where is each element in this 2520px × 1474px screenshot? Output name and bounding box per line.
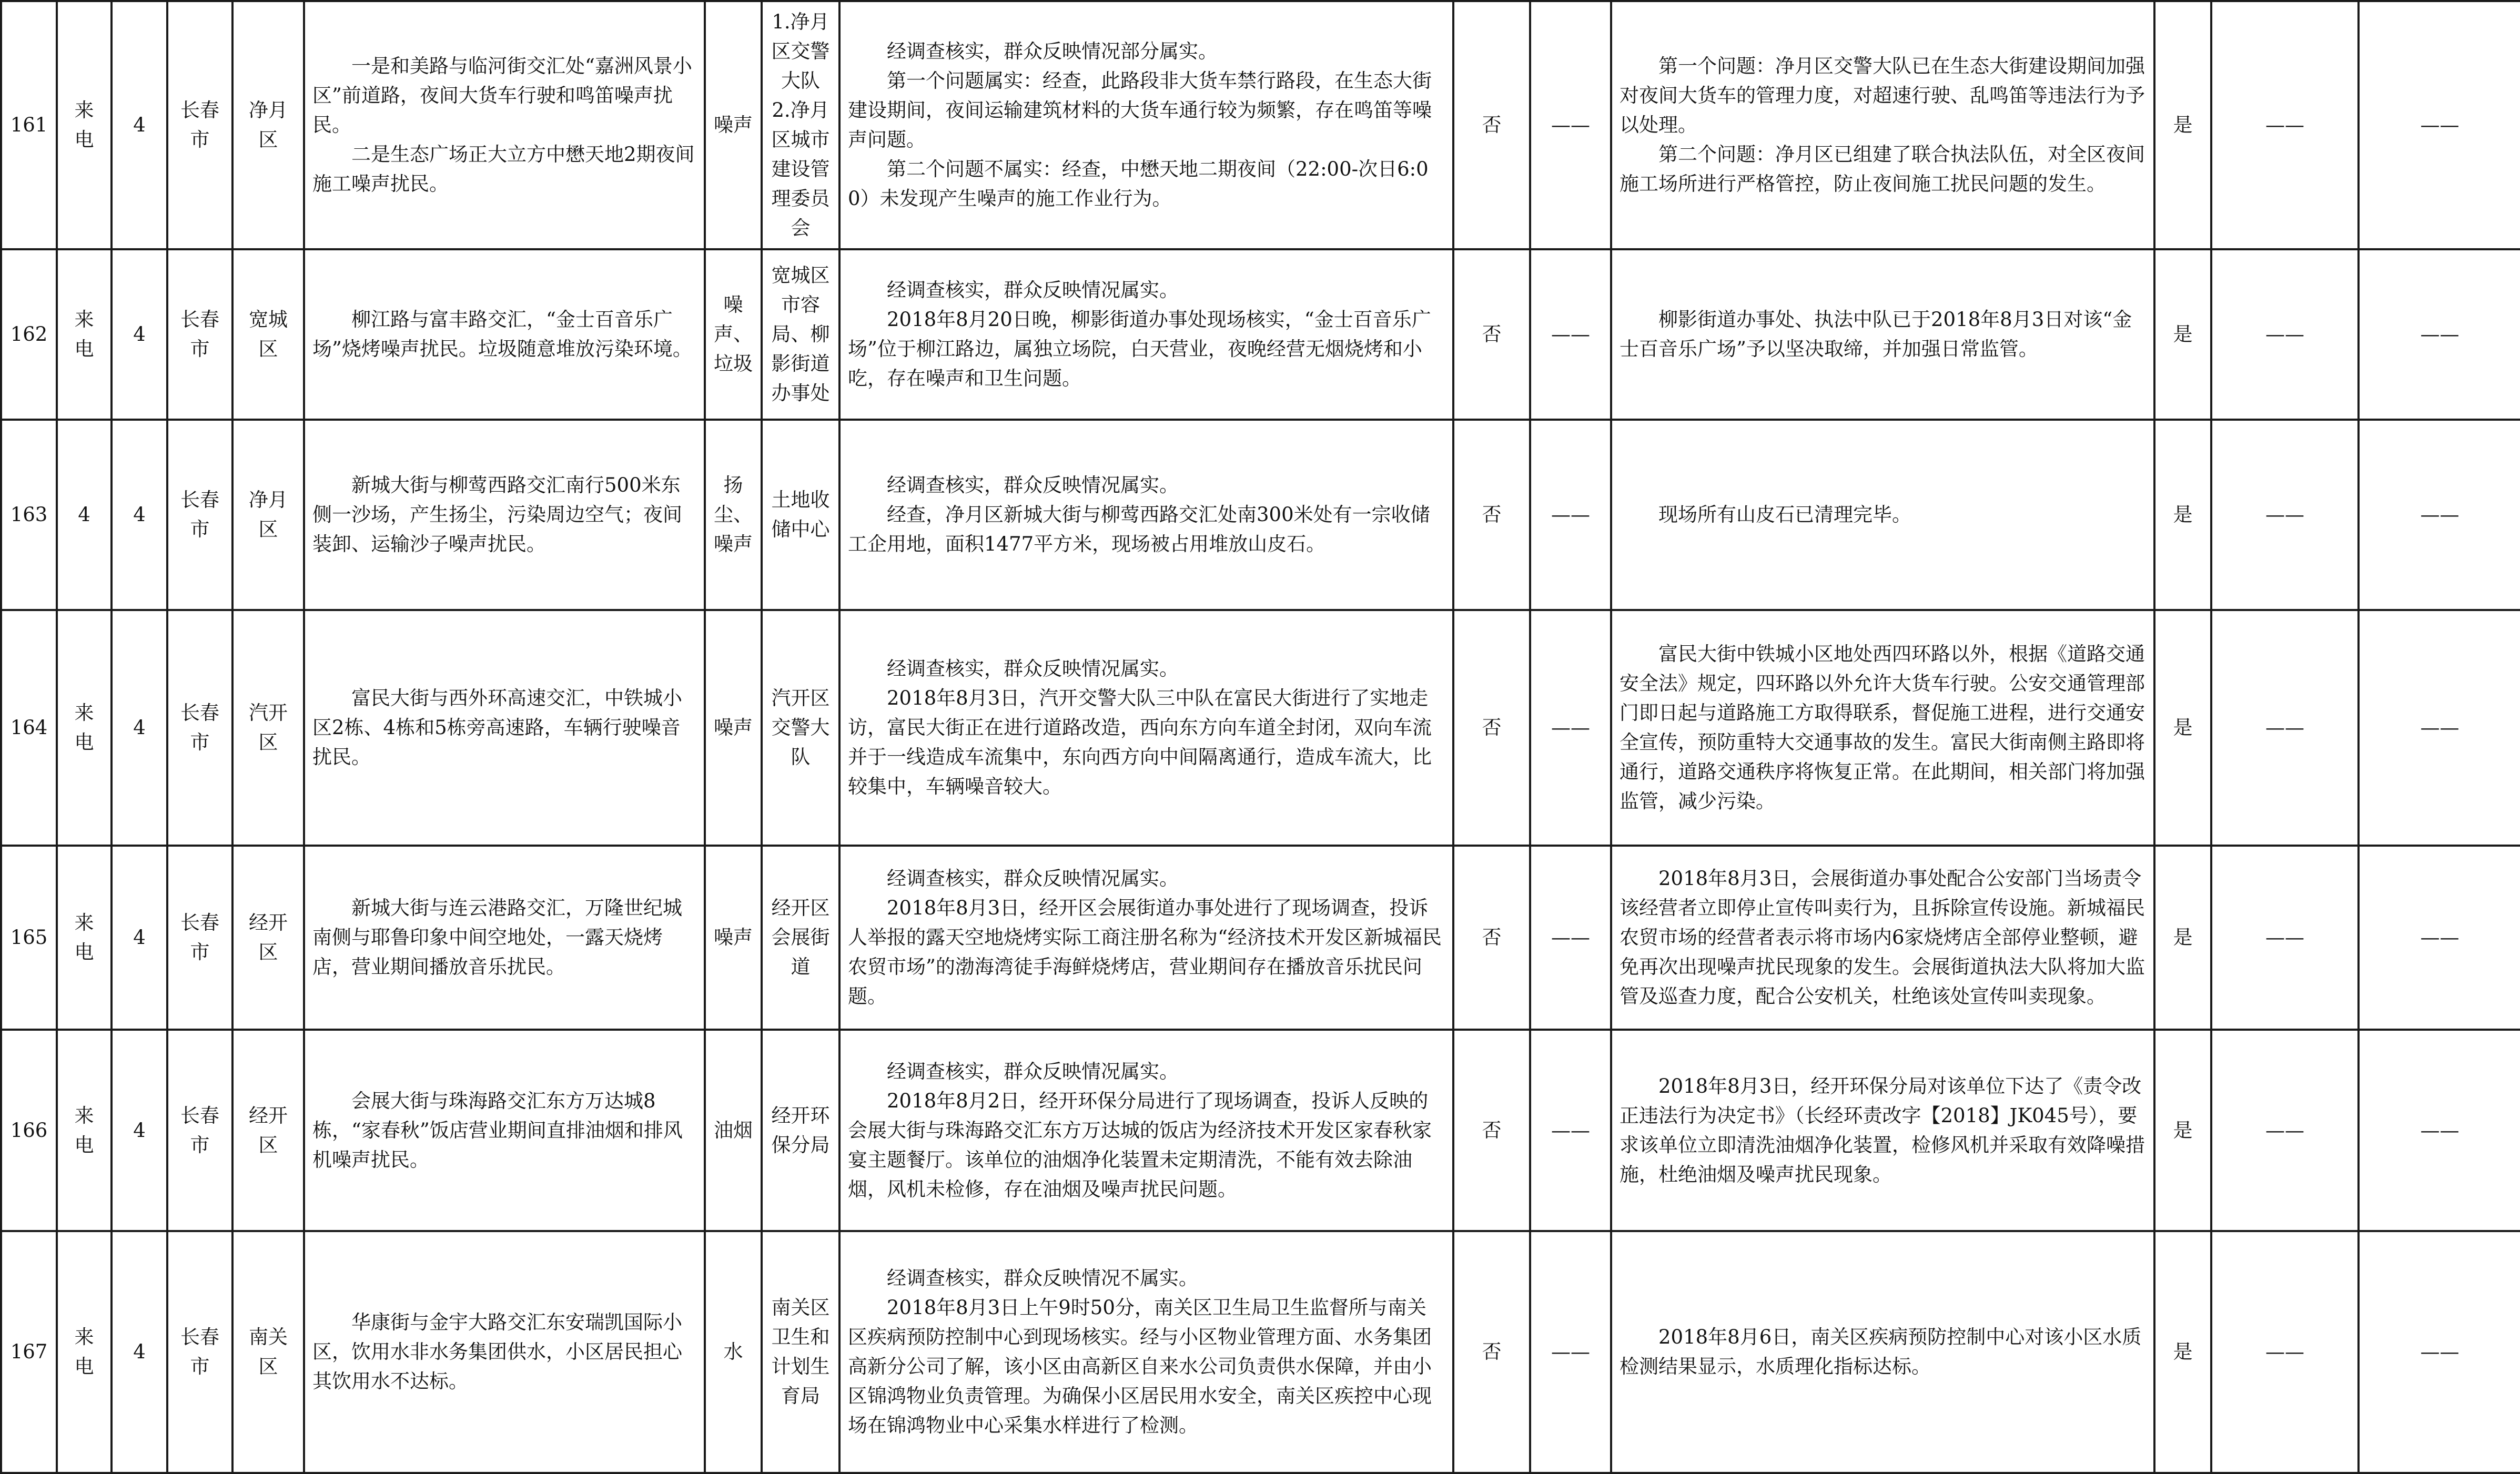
department-line: 经开环保分局 xyxy=(771,1104,830,1156)
cell-dash-b: —— xyxy=(2211,610,2359,846)
cell-pollution-type: 噪声 xyxy=(705,1,762,249)
cell-department xyxy=(762,610,839,846)
cell-department xyxy=(762,1,839,249)
cell-level: 4 xyxy=(112,249,167,420)
cell-level: 4 xyxy=(112,1231,167,1473)
cell-source: 来电 xyxy=(57,610,112,846)
paragraph: 华康街与金宇大路交汇东安瑞凯国际小区，饮用水非水务集团供水，小区居民担心其饮用水不达标。 xyxy=(312,1311,682,1392)
paragraph: 经查，净月区新城大街与柳莺西路交汇处南300米处有一宗收储工企用地，面积1477平方米，现场被占用堆放山皮石。 xyxy=(848,503,1430,555)
cell-dash-c: —— xyxy=(2359,846,2520,1030)
cell-level: 4 xyxy=(112,420,167,610)
cell-city: 长春市 xyxy=(167,420,232,610)
cell-district: 经开区 xyxy=(232,846,304,1030)
cell-district: 净月区 xyxy=(232,1,304,249)
cell-case-number: 164 xyxy=(1,610,57,846)
cell-department xyxy=(762,846,839,1030)
cell-complaint xyxy=(304,249,705,420)
cell-level: 4 xyxy=(112,610,167,846)
cell-department xyxy=(762,249,839,420)
cell-completed: 是 xyxy=(2154,249,2211,420)
cell-city: 长春市 xyxy=(167,249,232,420)
cell-city: 长春市 xyxy=(167,1,232,249)
cell-dash-b: —— xyxy=(2211,420,2359,610)
cell-completed: 是 xyxy=(2154,610,2211,846)
paragraph: 经调查核实，群众反映情况属实。 xyxy=(887,279,1179,301)
cell-investigation xyxy=(839,1030,1453,1231)
cell-result xyxy=(1611,249,2154,420)
paragraph: 富民大街中铁城小区地处西四环路以外，根据《道路交通安全法》规定，四环路以外允许大货车行驶。公安交通管理部门即日起与道路施工方取得联系，督促施工进程，进行交通安全宣传，预防重特大交通事故的发生。富民大街南侧主路即将通行，道路交通秩序将恢复正常。在此期间，相关部门将加强监管，减少污染。 xyxy=(1620,643,2145,812)
paragraph: 2018年8月3日上午9时50分，南关区卫生局卫生监督所与南关区疾病预防控制中心到现场核实。经与小区物业管理方面、水务集团高新分公司了解，该小区由高新区自来水公司负责供水保障，并由小区锦鸿物业负责管理。为确保小区居民用水安全，南关区疾控中心现场在锦鸿物业中心采集水样进行了检测。 xyxy=(848,1296,1432,1437)
paragraph: 富民大街与西外环高速交汇，中铁城小区2栋、4栋和5栋旁高速路，车辆行驶噪音扰民。 xyxy=(312,687,682,768)
paragraph: 经调查核实，群众反映情况属实。 xyxy=(887,474,1179,496)
cell-dash-c: —— xyxy=(2359,610,2520,846)
paragraph: 第二个问题不属实：经查，中懋天地二期夜间（22:00-次日6:00）未发现产生噪声的施工作业行为。 xyxy=(848,158,1429,210)
cell-dash-a: —— xyxy=(1530,610,1611,846)
cell-dash-b: —— xyxy=(2211,846,2359,1030)
department-line: 宽城区市容局、柳影街道办事处 xyxy=(771,264,830,404)
cell-case-number: 165 xyxy=(1,846,57,1030)
cell-investigation xyxy=(839,1231,1453,1473)
paragraph: 2018年8月20日晚，柳影街道办事处现场核实，“金士百音乐广场”位于柳江路边，属独立场院，白天营业，夜晚经营无烟烧烤和小吃，存在噪声和卫生问题。 xyxy=(848,308,1431,390)
paragraph: 2018年8月3日，经开环保分局对该单位下达了《责令改正违法行为决定书》（长经环责改字【2018】JK045号），要求该单位立即清洗油烟净化装置，检修风机并采取有效降噪措施，杜绝油烟及噪声扰民现象。 xyxy=(1620,1074,2145,1186)
cell-dash-b: —— xyxy=(2211,1030,2359,1231)
cell-source: 来电 xyxy=(57,846,112,1030)
cell-department xyxy=(762,1231,839,1473)
paragraph: 新城大街与连云港路交汇，万隆世纪城南侧与耶鲁印象中间空地处，一露天烧烤店，营业期间播放音乐扰民。 xyxy=(312,897,682,978)
cell-accountability: 否 xyxy=(1453,610,1530,846)
cell-complaint xyxy=(304,420,705,610)
cell-completed: 是 xyxy=(2154,846,2211,1030)
cell-case-number: 162 xyxy=(1,249,57,420)
paragraph: 第一个问题属实：经查，此路段非大货车禁行路段，在生态大街建设期间，夜间运输建筑材料的大货车通行较为频繁，存在鸣笛等噪声问题。 xyxy=(848,69,1432,151)
cell-city: 长春市 xyxy=(167,1030,232,1231)
cell-district: 宽城区 xyxy=(232,249,304,420)
cell-source: 来电 xyxy=(57,249,112,420)
cell-case-number: 166 xyxy=(1,1030,57,1231)
cell-investigation xyxy=(839,249,1453,420)
cell-investigation xyxy=(839,846,1453,1030)
cell-city: 长春市 xyxy=(167,1231,232,1473)
cell-case-number: 167 xyxy=(1,1231,57,1473)
cell-dash-b: —— xyxy=(2211,1,2359,249)
department-line: 2.净月区城市建设管理委员会 xyxy=(771,99,830,239)
cell-pollution-type: 噪声 xyxy=(705,610,762,846)
cell-source: 4 xyxy=(57,420,112,610)
cell-pollution-type: 油烟 xyxy=(705,1030,762,1231)
cell-accountability: 否 xyxy=(1453,1231,1530,1473)
paragraph: 现场所有山皮石已清理完毕。 xyxy=(1658,503,1911,526)
table-row xyxy=(1,1,2520,249)
cell-pollution-type: 水 xyxy=(705,1231,762,1473)
paragraph: 经调查核实，群众反映情况部分属实。 xyxy=(887,40,1218,63)
paragraph: 柳影街道办事处、执法中队已于2018年8月3日对该“金士百音乐广场”予以坚决取缔，并加强日常监管。 xyxy=(1620,308,2132,360)
paragraph: 经调查核实，群众反映情况属实。 xyxy=(887,867,1179,890)
cell-result xyxy=(1611,1,2154,249)
cell-pollution-type: 扬尘、噪声 xyxy=(705,420,762,610)
department-line: 汽开区交警大队 xyxy=(771,687,830,768)
cell-dash-a: —— xyxy=(1530,1,1611,249)
cell-level: 4 xyxy=(112,846,167,1030)
paragraph: 经调查核实，群众反映情况不属实。 xyxy=(887,1267,1198,1289)
cell-dash-a: —— xyxy=(1530,846,1611,1030)
cell-source: 来电 xyxy=(57,1,112,249)
cell-accountability: 否 xyxy=(1453,1030,1530,1231)
cell-dash-b: —— xyxy=(2211,249,2359,420)
table-row xyxy=(1,249,2520,420)
cell-result xyxy=(1611,846,2154,1030)
paragraph: 二是生态广场正大立方中懋天地2期夜间施工噪声扰民。 xyxy=(312,143,695,195)
cell-city: 长春市 xyxy=(167,610,232,846)
paragraph: 新城大街与柳莺西路交汇南行500米东侧一沙场，产生扬尘，污染周边空气；夜间装卸、运输沙子噪声扰民。 xyxy=(312,474,682,555)
cell-dash-a: —— xyxy=(1530,420,1611,610)
cell-accountability: 否 xyxy=(1453,420,1530,610)
cell-accountability: 否 xyxy=(1453,1,1530,249)
department-line: 土地收储中心 xyxy=(771,489,830,541)
paragraph: 第二个问题：净月区已组建了联合执法队伍，对全区夜间施工场所进行严格管控，防止夜间施工扰民问题的发生。 xyxy=(1620,143,2145,195)
cell-completed: 是 xyxy=(2154,420,2211,610)
table-row xyxy=(1,610,2520,846)
table-row xyxy=(1,846,2520,1030)
cell-complaint xyxy=(304,610,705,846)
cell-level: 4 xyxy=(112,1030,167,1231)
cell-completed: 是 xyxy=(2154,1,2211,249)
cell-source: 来电 xyxy=(57,1030,112,1231)
paragraph: 经调查核实，群众反映情况属实。 xyxy=(887,657,1179,680)
cell-dash-c: —— xyxy=(2359,1030,2520,1231)
paragraph: 一是和美路与临河街交汇处“嘉洲风景小区”前道路，夜间大货车行驶和鸣笛噪声扰民。 xyxy=(312,55,692,136)
cell-dash-a: —— xyxy=(1530,249,1611,420)
cell-dash-a: —— xyxy=(1530,1030,1611,1231)
cell-investigation xyxy=(839,610,1453,846)
cell-accountability: 否 xyxy=(1453,249,1530,420)
cell-level: 4 xyxy=(112,1,167,249)
table-body xyxy=(1,1,2520,1473)
cell-case-number: 163 xyxy=(1,420,57,610)
cell-dash-a: —— xyxy=(1530,1231,1611,1473)
cell-result xyxy=(1611,420,2154,610)
paragraph: 柳江路与富丰路交汇，“金士百音乐广场”烧烤噪声扰民。垃圾随意堆放污染环境。 xyxy=(312,308,692,360)
cell-complaint xyxy=(304,1030,705,1231)
cell-accountability: 否 xyxy=(1453,846,1530,1030)
cell-district: 经开区 xyxy=(232,1030,304,1231)
cell-completed: 是 xyxy=(2154,1030,2211,1231)
paragraph: 经调查核实，群众反映情况属实。 xyxy=(887,1060,1179,1083)
paragraph: 2018年8月3日，汽开交警大队三中队在富民大街进行了实地走访，富民大街正在进行道路改造，西向东方向车道全封闭，双向车流并于一线造成车流集中，东向西方向中间隔离通行，造成车流大，比较集中，车辆噪音较大。 xyxy=(848,687,1432,798)
cell-result xyxy=(1611,1231,2154,1473)
cell-district: 汽开区 xyxy=(232,610,304,846)
cell-complaint xyxy=(304,1231,705,1473)
cell-dash-c: —— xyxy=(2359,420,2520,610)
cell-dash-c: —— xyxy=(2359,1231,2520,1473)
table-row xyxy=(1,1231,2520,1473)
paragraph: 2018年8月2日，经开环保分局进行了现场调查，投诉人反映的会展大街与珠海路交汇东方万达城的饭店为经济技术开发区家春秋家宴主题餐厅。该单位的油烟净化装置未定期清洗，不能有效去除油烟，风机未检修，存在油烟及噪声扰民问题。 xyxy=(848,1089,1432,1201)
cell-investigation xyxy=(839,420,1453,610)
paragraph: 2018年8月6日，南关区疾病预防控制中心对该小区水质检测结果显示，水质理化指标达标。 xyxy=(1620,1326,2142,1378)
department-line: 南关区卫生和计划生育局 xyxy=(771,1296,830,1407)
cell-result xyxy=(1611,1030,2154,1231)
cell-dash-c: —— xyxy=(2359,249,2520,420)
paragraph: 2018年8月3日，会展街道办事处配合公安部门当场责令该经营者立即停止宣传叫卖行为，且拆除宣传设施。新城福民农贸市场的经营者表示将市场内6家烧烤店全部停业整顿，避免再次出现噪声扰民现象的发生。会展街道执法大队将加大监管及巡查力度，配合公安机关，杜绝该处宣传叫卖现象。 xyxy=(1620,867,2145,1008)
cell-district: 南关区 xyxy=(232,1231,304,1473)
table-row xyxy=(1,1030,2520,1231)
paragraph: 会展大街与珠海路交汇东方万达城8栋，“家春秋”饭店营业期间直排油烟和排风机噪声扰民。 xyxy=(312,1089,683,1171)
cell-investigation xyxy=(839,1,1453,249)
cell-result xyxy=(1611,610,2154,846)
cell-department xyxy=(762,1030,839,1231)
cell-complaint xyxy=(304,1,705,249)
cell-dash-c: —— xyxy=(2359,1,2520,249)
table-row xyxy=(1,420,2520,610)
cell-department xyxy=(762,420,839,610)
cell-complaint xyxy=(304,846,705,1030)
cell-dash-b: —— xyxy=(2211,1231,2359,1473)
cell-source: 来电 xyxy=(57,1231,112,1473)
department-line: 经开区会展街道 xyxy=(771,897,830,978)
cell-pollution-type: 噪声、垃圾 xyxy=(705,249,762,420)
department-line: 1.净月区交警大队 xyxy=(771,11,830,92)
paragraph: 2018年8月3日，经开区会展街道办事处进行了现场调查，投诉人举报的露天空地烧烤实际工商注册名称为“经济技术开发区新城福民农贸市场”的渤海湾徒手海鲜烧烤店，营业期间存在播放音乐扰民问题。 xyxy=(848,897,1442,1008)
paragraph: 第一个问题：净月区交警大队已在生态大街建设期间加强对夜间大货车的管理力度，对超速行驶、乱鸣笛等违法行为予以处理。 xyxy=(1620,55,2145,136)
cell-case-number: 161 xyxy=(1,1,57,249)
cell-city: 长春市 xyxy=(167,846,232,1030)
cell-district: 净月区 xyxy=(232,420,304,610)
cell-pollution-type: 噪声 xyxy=(705,846,762,1030)
cell-completed: 是 xyxy=(2154,1231,2211,1473)
